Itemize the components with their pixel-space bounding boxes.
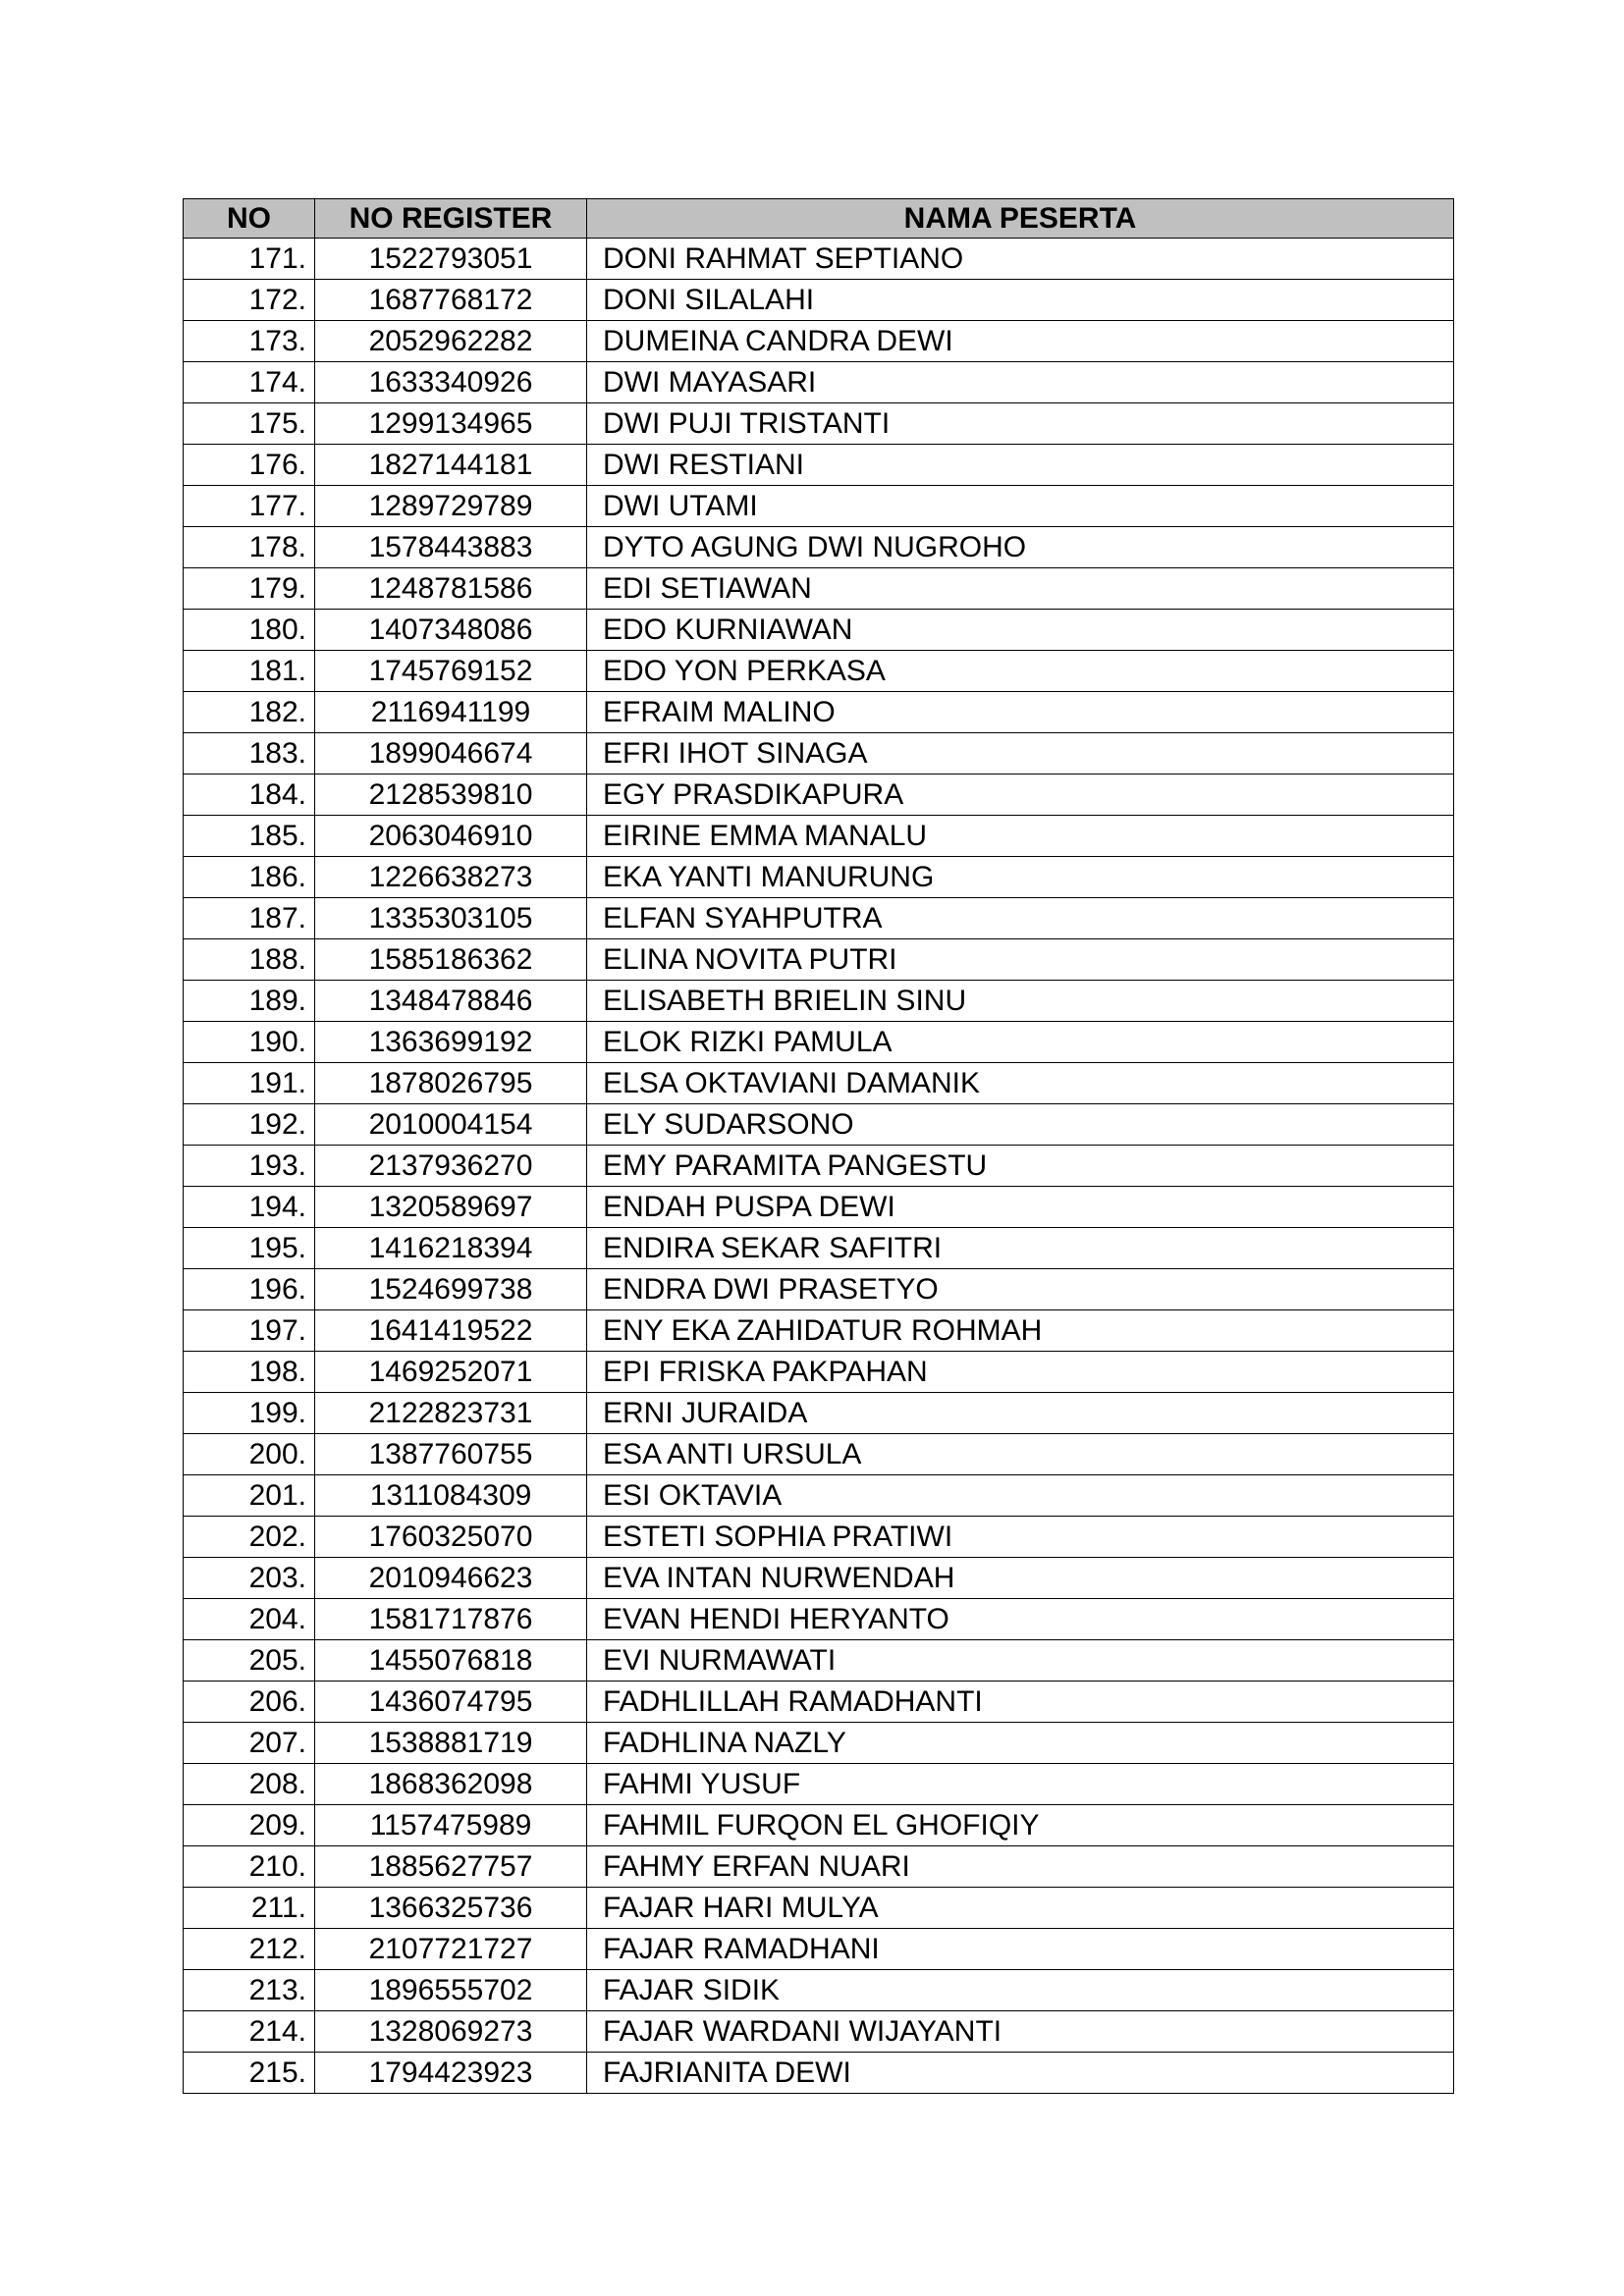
table-row	[184, 1599, 1454, 1640]
row-number: 181.	[184, 651, 315, 692]
row-number: 194.	[184, 1187, 315, 1228]
row-register-number: 2128539810	[315, 774, 587, 816]
row-number: 189.	[184, 981, 315, 1022]
row-number: 210.	[184, 1846, 315, 1888]
table-row	[184, 1146, 1454, 1187]
table-row	[184, 527, 1454, 568]
table-row	[184, 816, 1454, 857]
table-row	[184, 1063, 1454, 1104]
row-register-number: 1538881719	[315, 1723, 587, 1764]
row-number: 184.	[184, 774, 315, 816]
table-row	[184, 1228, 1454, 1269]
table-header-row	[184, 199, 1454, 239]
row-number: 213.	[184, 1970, 315, 2011]
row-number: 177.	[184, 486, 315, 527]
row-register-number: 2122823731	[315, 1393, 587, 1434]
row-register-number: 1522793051	[315, 239, 587, 280]
row-number: 174.	[184, 362, 315, 403]
row-register-number: 1794423923	[315, 2053, 587, 2094]
row-number: 204.	[184, 1599, 315, 1640]
row-register-number: 1328069273	[315, 2011, 587, 2053]
row-number: 207.	[184, 1723, 315, 1764]
row-register-number: 1641419522	[315, 1310, 587, 1352]
header-name: NAMA PESERTA	[587, 199, 1454, 239]
row-number: 190.	[184, 1022, 315, 1063]
table-row	[184, 1846, 1454, 1888]
row-number: 193.	[184, 1146, 315, 1187]
table-row	[184, 610, 1454, 651]
header-no: NO	[184, 199, 315, 239]
table-row	[184, 1517, 1454, 1558]
table-row	[184, 2011, 1454, 2053]
row-participant-name: FAHMIL FURQON EL GHOFIQIY	[587, 1805, 1454, 1846]
table-row	[184, 1558, 1454, 1599]
row-participant-name: DONI RAHMAT SEPTIANO	[587, 239, 1454, 280]
row-number: 171.	[184, 239, 315, 280]
table-row	[184, 1805, 1454, 1846]
table-row	[184, 1352, 1454, 1393]
row-register-number: 1387760755	[315, 1434, 587, 1475]
row-participant-name: DWI RESTIANI	[587, 445, 1454, 486]
row-participant-name: DWI PUJI TRISTANTI	[587, 403, 1454, 445]
row-register-number: 1899046674	[315, 733, 587, 774]
row-participant-name: ENDAH PUSPA DEWI	[587, 1187, 1454, 1228]
row-register-number: 1524699738	[315, 1269, 587, 1310]
row-register-number: 1687768172	[315, 280, 587, 321]
row-number: 209.	[184, 1805, 315, 1846]
row-number: 215.	[184, 2053, 315, 2094]
table-row	[184, 774, 1454, 816]
row-register-number: 2137936270	[315, 1146, 587, 1187]
table-row	[184, 239, 1454, 280]
row-register-number: 1469252071	[315, 1352, 587, 1393]
row-register-number: 1320589697	[315, 1187, 587, 1228]
row-number: 203.	[184, 1558, 315, 1599]
row-register-number: 1366325736	[315, 1888, 587, 1929]
row-number: 201.	[184, 1475, 315, 1517]
row-participant-name: FADHLILLAH RAMADHANTI	[587, 1682, 1454, 1723]
row-participant-name: FAJRIANITA DEWI	[587, 2053, 1454, 2094]
row-register-number: 1585186362	[315, 939, 587, 981]
table-row	[184, 1723, 1454, 1764]
row-register-number: 2107721727	[315, 1929, 587, 1970]
table-row	[184, 1682, 1454, 1723]
row-participant-name: ENDRA DWI PRASETYO	[587, 1269, 1454, 1310]
row-participant-name: FADHLINA NAZLY	[587, 1723, 1454, 1764]
row-number: 206.	[184, 1682, 315, 1723]
table-row	[184, 1888, 1454, 1929]
row-register-number: 1578443883	[315, 527, 587, 568]
row-participant-name: ELOK RIZKI PAMULA	[587, 1022, 1454, 1063]
row-register-number: 1455076818	[315, 1640, 587, 1682]
table-row	[184, 898, 1454, 939]
row-participant-name: EPI FRISKA PAKPAHAN	[587, 1352, 1454, 1393]
row-number: 191.	[184, 1063, 315, 1104]
row-participant-name: EGY PRASDIKAPURA	[587, 774, 1454, 816]
row-register-number: 1348478846	[315, 981, 587, 1022]
table-row	[184, 651, 1454, 692]
row-participant-name: EVI NURMAWATI	[587, 1640, 1454, 1682]
table-row	[184, 1970, 1454, 2011]
row-register-number: 1226638273	[315, 857, 587, 898]
row-number: 180.	[184, 610, 315, 651]
row-register-number: 1745769152	[315, 651, 587, 692]
table-row	[184, 1022, 1454, 1063]
row-register-number: 1335303105	[315, 898, 587, 939]
header-register: NO REGISTER	[315, 199, 587, 239]
row-register-number: 2010004154	[315, 1104, 587, 1146]
table-row	[184, 1434, 1454, 1475]
row-participant-name: FAJAR HARI MULYA	[587, 1888, 1454, 1929]
row-number: 211.	[184, 1888, 315, 1929]
row-number: 178.	[184, 527, 315, 568]
row-participant-name: ELINA NOVITA PUTRI	[587, 939, 1454, 981]
row-participant-name: EMY PARAMITA PANGESTU	[587, 1146, 1454, 1187]
row-participant-name: DUMEINA CANDRA DEWI	[587, 321, 1454, 362]
row-number: 202.	[184, 1517, 315, 1558]
table-row	[184, 1393, 1454, 1434]
row-participant-name: FAJAR SIDIK	[587, 1970, 1454, 2011]
table-row	[184, 1475, 1454, 1517]
row-number: 179.	[184, 568, 315, 610]
row-number: 188.	[184, 939, 315, 981]
row-register-number: 1299134965	[315, 403, 587, 445]
row-participant-name: ESI OKTAVIA	[587, 1475, 1454, 1517]
table-row	[184, 362, 1454, 403]
row-number: 198.	[184, 1352, 315, 1393]
row-participant-name: ERNI JURAIDA	[587, 1393, 1454, 1434]
row-register-number: 1363699192	[315, 1022, 587, 1063]
row-participant-name: EFRAIM MALINO	[587, 692, 1454, 733]
row-participant-name: DYTO AGUNG DWI NUGROHO	[587, 527, 1454, 568]
table-row	[184, 1104, 1454, 1146]
row-register-number: 1289729789	[315, 486, 587, 527]
row-participant-name: FAJAR WARDANI WIJAYANTI	[587, 2011, 1454, 2053]
table-row	[184, 857, 1454, 898]
row-register-number: 1157475989	[315, 1805, 587, 1846]
row-register-number: 1407348086	[315, 610, 587, 651]
row-number: 183.	[184, 733, 315, 774]
row-participant-name: DWI UTAMI	[587, 486, 1454, 527]
row-number: 205.	[184, 1640, 315, 1682]
row-number: 197.	[184, 1310, 315, 1352]
row-register-number: 1416218394	[315, 1228, 587, 1269]
row-participant-name: EIRINE EMMA MANALU	[587, 816, 1454, 857]
table-row	[184, 1269, 1454, 1310]
table-body	[184, 239, 1454, 2094]
table-row	[184, 568, 1454, 610]
row-number: 186.	[184, 857, 315, 898]
table-row	[184, 1187, 1454, 1228]
row-participant-name: FAHMY ERFAN NUARI	[587, 1846, 1454, 1888]
row-participant-name: EDO YON PERKASA	[587, 651, 1454, 692]
table-row	[184, 403, 1454, 445]
row-register-number: 1633340926	[315, 362, 587, 403]
row-participant-name: ENY EKA ZAHIDATUR ROHMAH	[587, 1310, 1454, 1352]
row-number: 175.	[184, 403, 315, 445]
row-register-number: 1248781586	[315, 568, 587, 610]
row-register-number: 1885627757	[315, 1846, 587, 1888]
row-number: 187.	[184, 898, 315, 939]
row-participant-name: FAHMI YUSUF	[587, 1764, 1454, 1805]
row-register-number: 1760325070	[315, 1517, 587, 1558]
row-number: 192.	[184, 1104, 315, 1146]
row-participant-name: EDO KURNIAWAN	[587, 610, 1454, 651]
row-participant-name: EVAN HENDI HERYANTO	[587, 1599, 1454, 1640]
row-register-number: 1581717876	[315, 1599, 587, 1640]
row-participant-name: ESTETI SOPHIA PRATIWI	[587, 1517, 1454, 1558]
row-number: 200.	[184, 1434, 315, 1475]
row-participant-name: ENDIRA SEKAR SAFITRI	[587, 1228, 1454, 1269]
row-participant-name: DONI SILALAHI	[587, 280, 1454, 321]
row-number: 176.	[184, 445, 315, 486]
table-row	[184, 692, 1454, 733]
row-participant-name: ELSA OKTAVIANI DAMANIK	[587, 1063, 1454, 1104]
row-register-number: 2116941199	[315, 692, 587, 733]
row-participant-name: ESA ANTI URSULA	[587, 1434, 1454, 1475]
row-number: 195.	[184, 1228, 315, 1269]
table-row	[184, 981, 1454, 1022]
row-number: 212.	[184, 1929, 315, 1970]
table-row	[184, 445, 1454, 486]
row-participant-name: EKA YANTI MANURUNG	[587, 857, 1454, 898]
table-row	[184, 2053, 1454, 2094]
row-register-number: 1827144181	[315, 445, 587, 486]
row-register-number: 1311084309	[315, 1475, 587, 1517]
row-register-number: 2010946623	[315, 1558, 587, 1599]
row-number: 196.	[184, 1269, 315, 1310]
row-number: 214.	[184, 2011, 315, 2053]
row-register-number: 1878026795	[315, 1063, 587, 1104]
row-number: 185.	[184, 816, 315, 857]
row-number: 182.	[184, 692, 315, 733]
table-row	[184, 486, 1454, 527]
row-register-number: 2063046910	[315, 816, 587, 857]
table-row	[184, 1929, 1454, 1970]
row-participant-name: ELISABETH BRIELIN SINU	[587, 981, 1454, 1022]
table-row	[184, 939, 1454, 981]
participant-table	[183, 198, 1454, 2094]
row-register-number: 2052962282	[315, 321, 587, 362]
row-number: 172.	[184, 280, 315, 321]
row-number: 199.	[184, 1393, 315, 1434]
row-number: 173.	[184, 321, 315, 362]
row-participant-name: FAJAR RAMADHANI	[587, 1929, 1454, 1970]
row-participant-name: EFRI IHOT SINAGA	[587, 733, 1454, 774]
row-participant-name: EVA INTAN NURWENDAH	[587, 1558, 1454, 1599]
table-row	[184, 1764, 1454, 1805]
row-participant-name: EDI SETIAWAN	[587, 568, 1454, 610]
row-participant-name: DWI MAYASARI	[587, 362, 1454, 403]
row-participant-name: ELY SUDARSONO	[587, 1104, 1454, 1146]
table-row	[184, 1640, 1454, 1682]
table-row	[184, 321, 1454, 362]
table-row	[184, 733, 1454, 774]
row-register-number: 1868362098	[315, 1764, 587, 1805]
row-number: 208.	[184, 1764, 315, 1805]
row-register-number: 1436074795	[315, 1682, 587, 1723]
row-participant-name: ELFAN SYAHPUTRA	[587, 898, 1454, 939]
table-row	[184, 280, 1454, 321]
row-register-number: 1896555702	[315, 1970, 587, 2011]
table-row	[184, 1310, 1454, 1352]
